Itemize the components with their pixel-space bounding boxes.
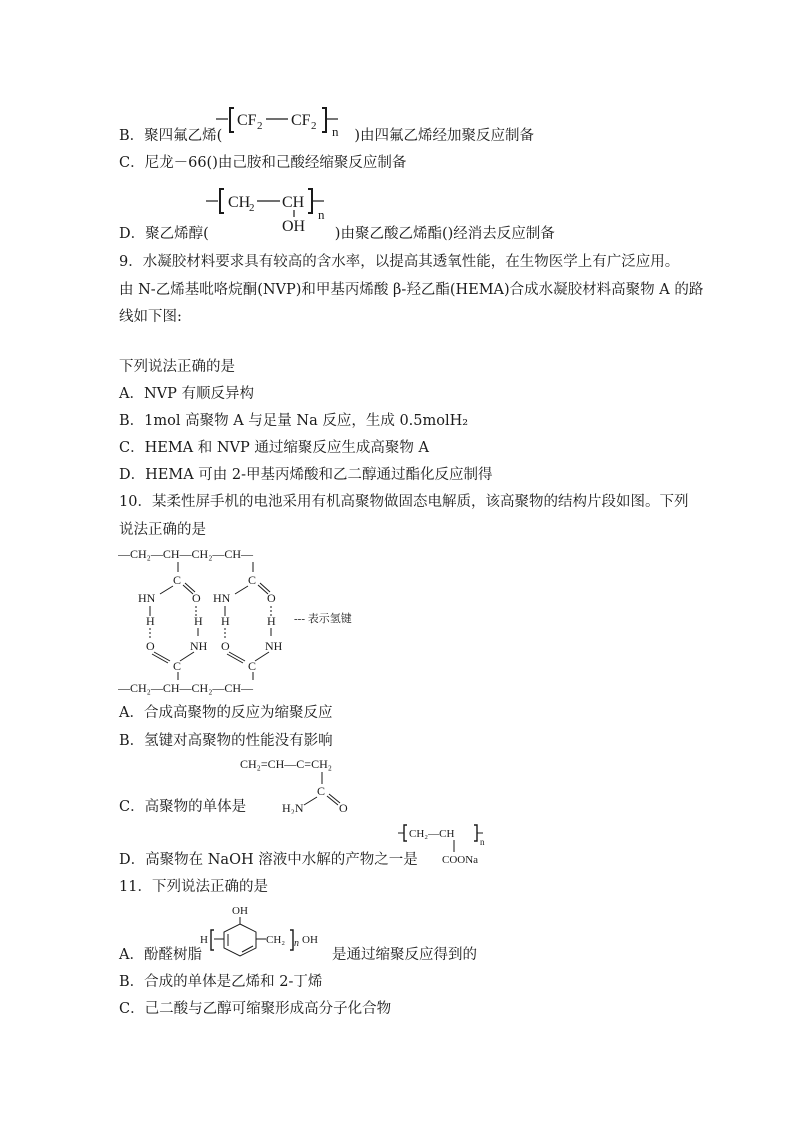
svg-text:CH₂—CH: CH₂—CH	[409, 828, 455, 840]
svg-text:O: O	[267, 591, 276, 605]
svg-text:NH: NH	[265, 639, 283, 653]
svg-text:n: n	[294, 938, 299, 949]
q9-option-a: A．NVP 有顺反异构	[119, 386, 254, 402]
q9-stem-line-3: 线如下图:	[119, 309, 182, 325]
svg-text:C: C	[248, 659, 257, 673]
svg-text:H: H	[146, 614, 155, 628]
svg-text:C: C	[173, 659, 182, 673]
svg-text:n: n	[318, 207, 325, 222]
q10-option-d: D．高聚物在 NaOH 溶液中水解的产物之一是	[119, 852, 418, 868]
q10-stem-line-2: 说法正确的是	[119, 522, 206, 538]
q8-option-d: D．聚乙烯醇( )由聚乙酸乙烯酯()经消去反应制备	[119, 226, 555, 242]
svg-text:H: H	[200, 934, 208, 946]
svg-text:NH: NH	[190, 639, 208, 653]
q9-option-d: D．HEMA 可由 2-甲基丙烯酸和乙二醇通过酯化反应制得	[119, 467, 493, 483]
svg-text:H: H	[221, 614, 230, 628]
svg-text:CF: CF	[291, 112, 311, 129]
svg-text:2: 2	[257, 120, 263, 132]
q8-option-c: C．尼龙－66()由己胺和己酸经缩聚反应制备	[119, 155, 407, 171]
svg-text:C: C	[317, 784, 326, 798]
svg-text:2: 2	[311, 120, 317, 132]
svg-text:CH: CH	[282, 194, 305, 211]
svg-text:O: O	[221, 639, 230, 653]
q10-option-c: C．高聚物的单体是	[119, 799, 247, 815]
svg-text:2: 2	[249, 202, 255, 214]
q10-stem-line-1: 10．某柔性屏手机的电池采用有机高聚物做固态电解质，该高聚物的结构片段如图。下列	[119, 494, 689, 510]
svg-text:CH₂=CH—C=CH₂: CH₂=CH—C=CH₂	[240, 757, 332, 771]
svg-text:CF: CF	[237, 112, 257, 129]
q10-option-b: B．氢键对高聚物的性能没有影响	[119, 733, 333, 749]
svg-text:OH: OH	[232, 905, 248, 917]
svg-text:n: n	[332, 124, 339, 138]
svg-text:H: H	[194, 614, 203, 628]
svg-text:OH: OH	[302, 934, 318, 946]
monomer-formula	[240, 754, 380, 814]
q8-option-b: B．聚四氟乙烯( )由四氟乙烯经加聚反应制备	[119, 128, 534, 144]
svg-text:CH: CH	[228, 194, 251, 211]
svg-text:--- 表示氢键: --- 表示氢键	[294, 613, 352, 625]
q11-option-c: C．己二酸与乙醇可缩聚形成高分子化合物	[119, 1001, 392, 1017]
q9-option-b: B．1mol 高聚物 A 与足量 Na 反应，生成 0.5molH₂	[119, 413, 469, 429]
svg-text:—CH₂—CH—CH₂—CH—: —CH₂—CH—CH₂—CH—	[118, 547, 254, 561]
q9-option-c: C．HEMA 和 NVP 通过缩聚反应生成高聚物 A	[119, 440, 429, 456]
q10-option-a: A．合成高聚物的反应为缩聚反应	[119, 705, 333, 721]
q11-option-a: A．酚醛树脂 是通过缩聚反应得到的	[119, 947, 477, 963]
svg-text:n: n	[480, 837, 485, 847]
polymer-hydrogen-bond-diagram	[118, 544, 368, 696]
svg-text:C: C	[173, 573, 182, 587]
q9-question: 下列说法正确的是	[119, 359, 235, 375]
svg-text:HN: HN	[138, 591, 156, 605]
svg-text:OH: OH	[282, 218, 306, 234]
q9-stem-line-2: 由 N-乙烯基吡咯烷酮(NVP)和甲基丙烯酸 β-羟乙酯(HEMA)合成水凝胶材料高聚物 A 的路	[119, 282, 704, 298]
svg-text:COONa: COONa	[442, 854, 479, 866]
svg-text:HN: HN	[213, 591, 231, 605]
svg-text:H₂N: H₂N	[282, 801, 304, 814]
svg-text:O: O	[339, 801, 348, 814]
svg-text:O: O	[146, 639, 155, 653]
svg-text:H: H	[267, 614, 276, 628]
q9-stem-line-1: 9．水凝胶材料要求具有较高的含水率，以提高其透氧性能，在生物医学上有广泛应用。	[119, 254, 680, 270]
svg-text:CH₂: CH₂	[266, 934, 286, 946]
q11-stem: 11．下列说法正确的是	[119, 879, 268, 895]
svg-text:—CH₂—CH—CH₂—CH—: —CH₂—CH—CH₂—CH—	[118, 681, 254, 695]
q11-option-b: B．合成的单体是乙烯和 2-丁烯	[119, 974, 323, 990]
svg-text:O: O	[192, 591, 201, 605]
svg-text:C: C	[248, 573, 257, 587]
